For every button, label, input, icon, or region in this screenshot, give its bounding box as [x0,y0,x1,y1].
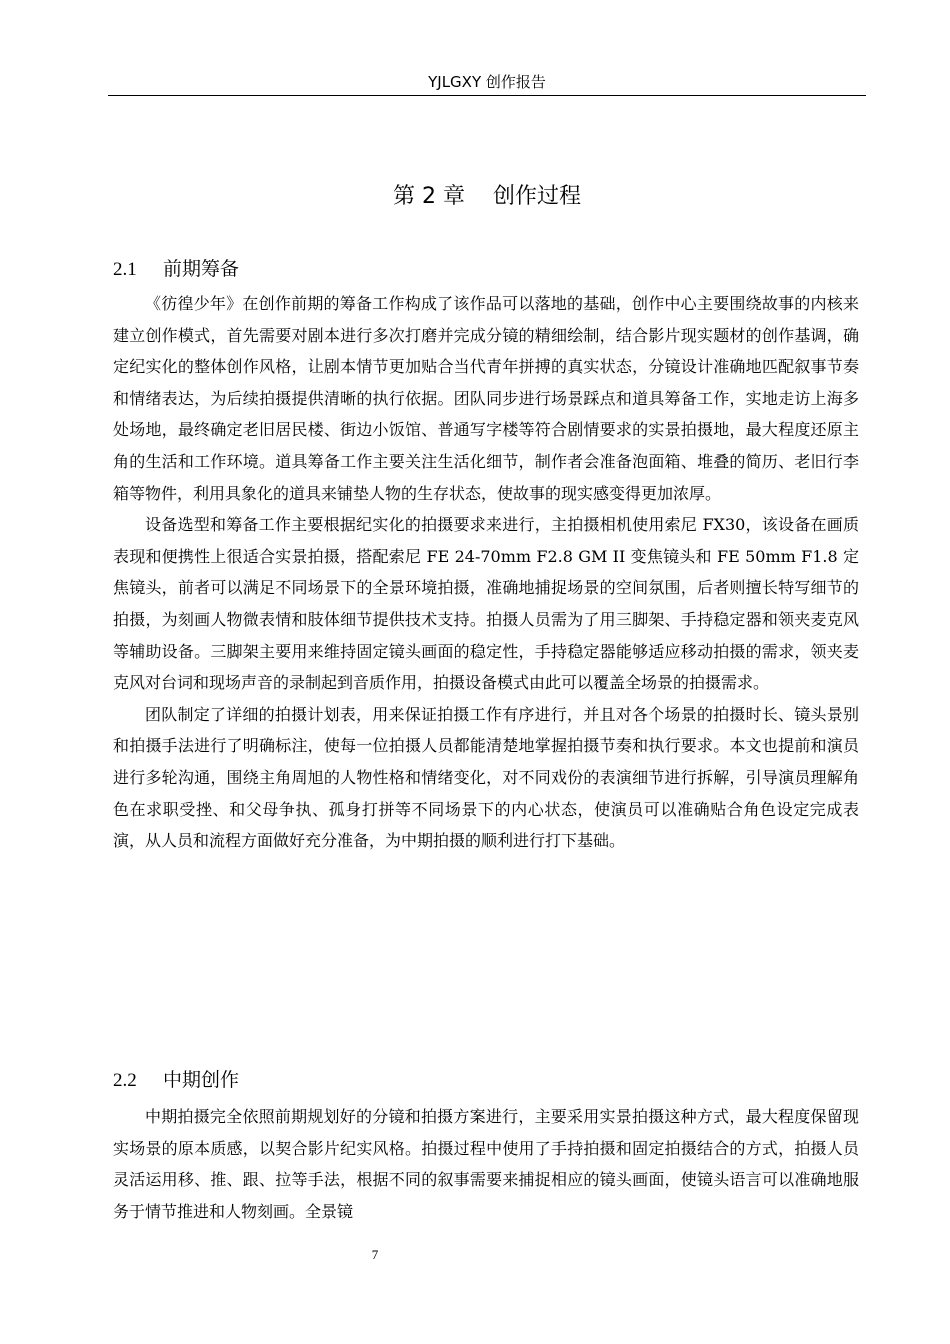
paragraph: 中期拍摄完全依照前期规划好的分镜和拍摄方案进行，主要采用实景拍摄这种方式，最大程度保留现实场景的原本质感，以契合影片纪实风格。拍摄过程中使用了手持拍摄和固定拍摄结合的方式，拍摄人员灵活运用移、推、跟、拉等手法，根据不同的叙事需要来捕捉相应的镜头画面，使镜头语言可以准确地服务于情节推进和人物刻画。全景镜 [113,1107,859,1221]
section-heading-2-2 [113,1067,239,1094]
section-title: 中期创作 [163,1069,240,1091]
paragraph: 设备选型和筹备工作主要根据纪实化的拍摄要求来进行，主拍摄相机使用索尼 FX30，该设备在画质表现和便携性上很适合实景拍摄，搭配索尼 FE 24-70mm F2.8 GM II 变焦镜头和 FE 50mm F1.8 定焦镜头，前者可以满足不同场景下的全景环境拍摄，准确地捕捉场景的空间氛围，后者则擅长特写细节的拍摄，为刻画人物微表情和肢体细节提供技术支持。拍摄人员需为了用三脚架、手持稳定器和领夹麦克风等辅助设备。三脚架主要用来维持固定镜头画面的稳定性，手持稳定器能够适应移动拍摄的需求，领夹麦克风对台词和现场声音的录制起到音质作用，拍摄设备模式由此可以覆盖全场景的拍摄需求。 [113,515,859,693]
paragraph: 《彷徨少年》在创作前期的筹备工作构成了该作品可以落地的基础，创作中心主要围绕故事的内核来建立创作模式，首先需要对剧本进行多次打磨并完成分镜的精细绘制，结合影片现实题材的创作基调，确定纪实化的整体创作风格，让剧本情节更加贴合当代青年拼搏的真实状态，分镜设计准确地匹配叙事节奏和情绪表达，为后续拍摄提供清晰的执行依据。团队同步进行场景踩点和道具筹备工作，实地走访上海多处场地，最终确定老旧居民楼、街边小饭馆、普通写字楼等符合剧情要求的实景拍摄地，最大程度还原主角的生活和工作环境。道具筹备工作主要关注生活化细节，制作者会准备泡面箱、堆叠的简历、老旧行李箱等物件，利用具象化的道具来铺垫人物的生存状态，使故事的现实感变得更加浓厚。 [113,294,859,503]
running-header: YJLGXY 创作报告 [428,73,546,91]
paragraph: 团队制定了详细的拍摄计划表，用来保证拍摄工作有序进行，并且对各个场景的拍摄时长、镜头景别和拍摄手法进行了明确标注，使每一位拍摄人员都能清楚地掌握拍摄节奏和执行要求。本文也提前和演员进行多轮沟通，围绕主角周旭的人物性格和情绪变化，对不同戏份的表演细节进行拆解，引导演员理解角色在求职受挫、和父母争执、孤身打拼等不同场景下的内心状态，使演员可以准确贴合角色设定完成表演，从人员和流程方面做好充分准备，为中期拍摄的顺利进行打下基础。 [113,704,859,851]
chapter-title: 第 2 章 创作过程 [393,184,581,209]
header-rule [108,95,866,96]
section-2-2-body [113,1101,859,1227]
section-title: 前期筹备 [163,258,240,280]
section-2-1-body [113,288,859,857]
section-number: 2.2 [113,1070,137,1091]
section-number: 2.1 [113,259,137,280]
section-heading-2-1 [113,256,239,283]
page-number: 7 [371,1247,379,1262]
